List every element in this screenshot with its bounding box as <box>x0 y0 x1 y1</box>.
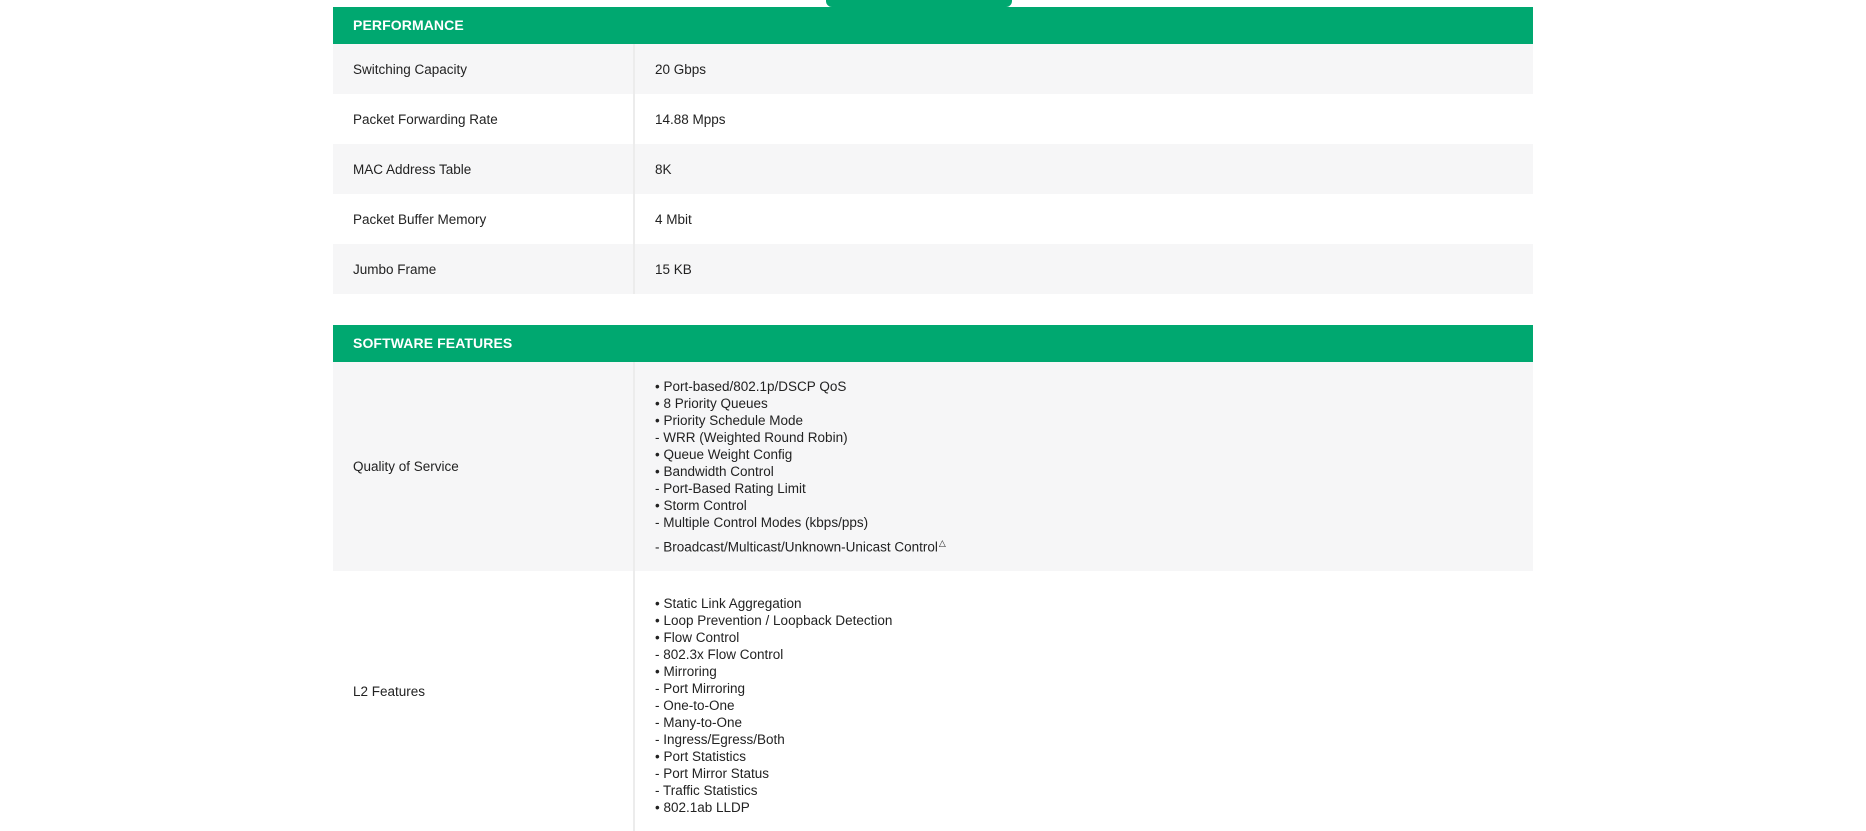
list-item: • Queue Weight Config <box>655 446 793 462</box>
table-row-l2 <box>333 571 1533 831</box>
row-value: 8K <box>655 161 672 177</box>
list-item: • Port Statistics <box>655 749 746 764</box>
list-item: - Multiple Control Modes (kbps/pps) <box>655 514 869 530</box>
list-item: • Bandwidth Control <box>655 463 774 479</box>
row-label: Packet Forwarding Rate <box>353 111 498 127</box>
list-item: - Port-Based Rating Limit <box>655 480 806 496</box>
row-label: MAC Address Table <box>353 161 472 177</box>
row-value <box>635 362 1533 571</box>
list-item: • Static Link Aggregation <box>655 596 802 611</box>
list-item: - Traffic Statistics <box>655 783 758 798</box>
row-value: 20 Gbps <box>655 61 707 77</box>
row-label: L2 Features <box>353 683 426 699</box>
list-item: • Storm Control <box>655 497 747 513</box>
list-item: - WRR (Weighted Round Robin) <box>655 429 848 445</box>
list-item: • Port-based/802.1p/DSCP QoS <box>655 378 847 394</box>
footnote-mark-icon: △ <box>938 537 946 548</box>
software-features-table <box>333 325 1533 831</box>
list-item: • Flow Control <box>655 630 740 645</box>
active-tab-indicator[interactable] <box>826 0 1012 7</box>
list-item: - Port Mirror Status <box>655 766 770 781</box>
row-label: Switching Capacity <box>353 61 468 77</box>
list-item: • 802.1ab LLDP <box>655 800 750 815</box>
list-item: • Mirroring <box>655 664 717 679</box>
list-item: - Ingress/Egress/Both <box>655 732 785 747</box>
row-label: Quality of Service <box>353 459 459 474</box>
table-row <box>333 144 1533 194</box>
table-row <box>333 194 1533 244</box>
row-value: 4 Mbit <box>655 211 692 227</box>
row-label: Jumbo Frame <box>353 261 437 277</box>
row-value: 15 KB <box>655 261 692 277</box>
row-value <box>635 571 1533 816</box>
list-item: - 802.3x Flow Control <box>655 647 784 662</box>
table-row <box>333 44 1533 94</box>
list-item <box>655 535 946 556</box>
list-item: - Many-to-One <box>655 715 743 730</box>
list-item: - Port Mirroring <box>655 681 746 696</box>
row-label: Packet Buffer Memory <box>353 211 487 227</box>
list-item: • Priority Schedule Mode <box>655 412 804 428</box>
performance-table <box>333 7 1533 294</box>
l2-feature-list <box>655 595 892 816</box>
qos-feature-list <box>655 378 946 556</box>
list-item-text: - Broadcast/Multicast/Unknown-Unicast Control <box>655 539 938 555</box>
table-row <box>333 244 1533 294</box>
list-item: - One-to-One <box>655 698 735 713</box>
list-item: • 8 Priority Queues <box>655 395 768 411</box>
software-features-header: SOFTWARE FEATURES <box>333 325 1533 362</box>
list-item: • Loop Prevention / Loopback Detection <box>655 613 893 628</box>
row-value: 14.88 Mpps <box>655 111 726 127</box>
table-row-qos <box>333 362 1533 571</box>
performance-header: PERFORMANCE <box>333 7 1533 44</box>
table-row <box>333 94 1533 144</box>
